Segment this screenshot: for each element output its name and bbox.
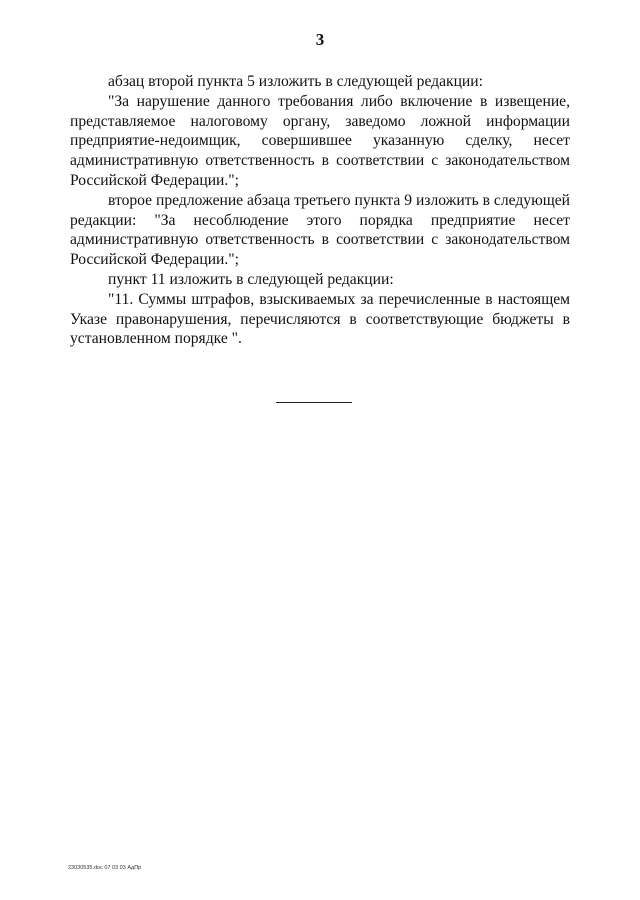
end-divider-line — [276, 402, 352, 403]
paragraph-point-5-new-text: "За нарушение данного требования либо включение в извещение, представляемое налоговому органу, заведомо ложной информации предприятие-недоимщик, совершившее указанную сделку, несет административную ответственность в соответствии с законодательством Российской Федерации."; — [70, 92, 570, 189]
footer-document-code: 23030535.doc 07 03 03 АдПр — [68, 865, 142, 871]
document-body — [70, 72, 570, 349]
page-number: 3 — [315, 30, 325, 49]
paragraph-amend-point-11-intro: пункт 11 изложить в следующей редакции: — [108, 270, 394, 288]
paragraph-point-9-amendment: второе предложение абзаца третьего пункта 9 изложить в следующей редакции: "За несоблюдение этого порядка предприятие несет административную ответственность в соответствии с законодательством Российской Федерации."; — [70, 191, 570, 269]
paragraph-point-11-new-text: "11. Суммы штрафов, взыскиваемых за перечисленные в настоящем Указе правонарушения, перечисляются в соответствующие бюджеты в установленном порядке ". — [70, 290, 570, 348]
paragraph-amend-point-5-intro: абзац второй пункта 5 изложить в следующей редакции: — [108, 73, 483, 90]
